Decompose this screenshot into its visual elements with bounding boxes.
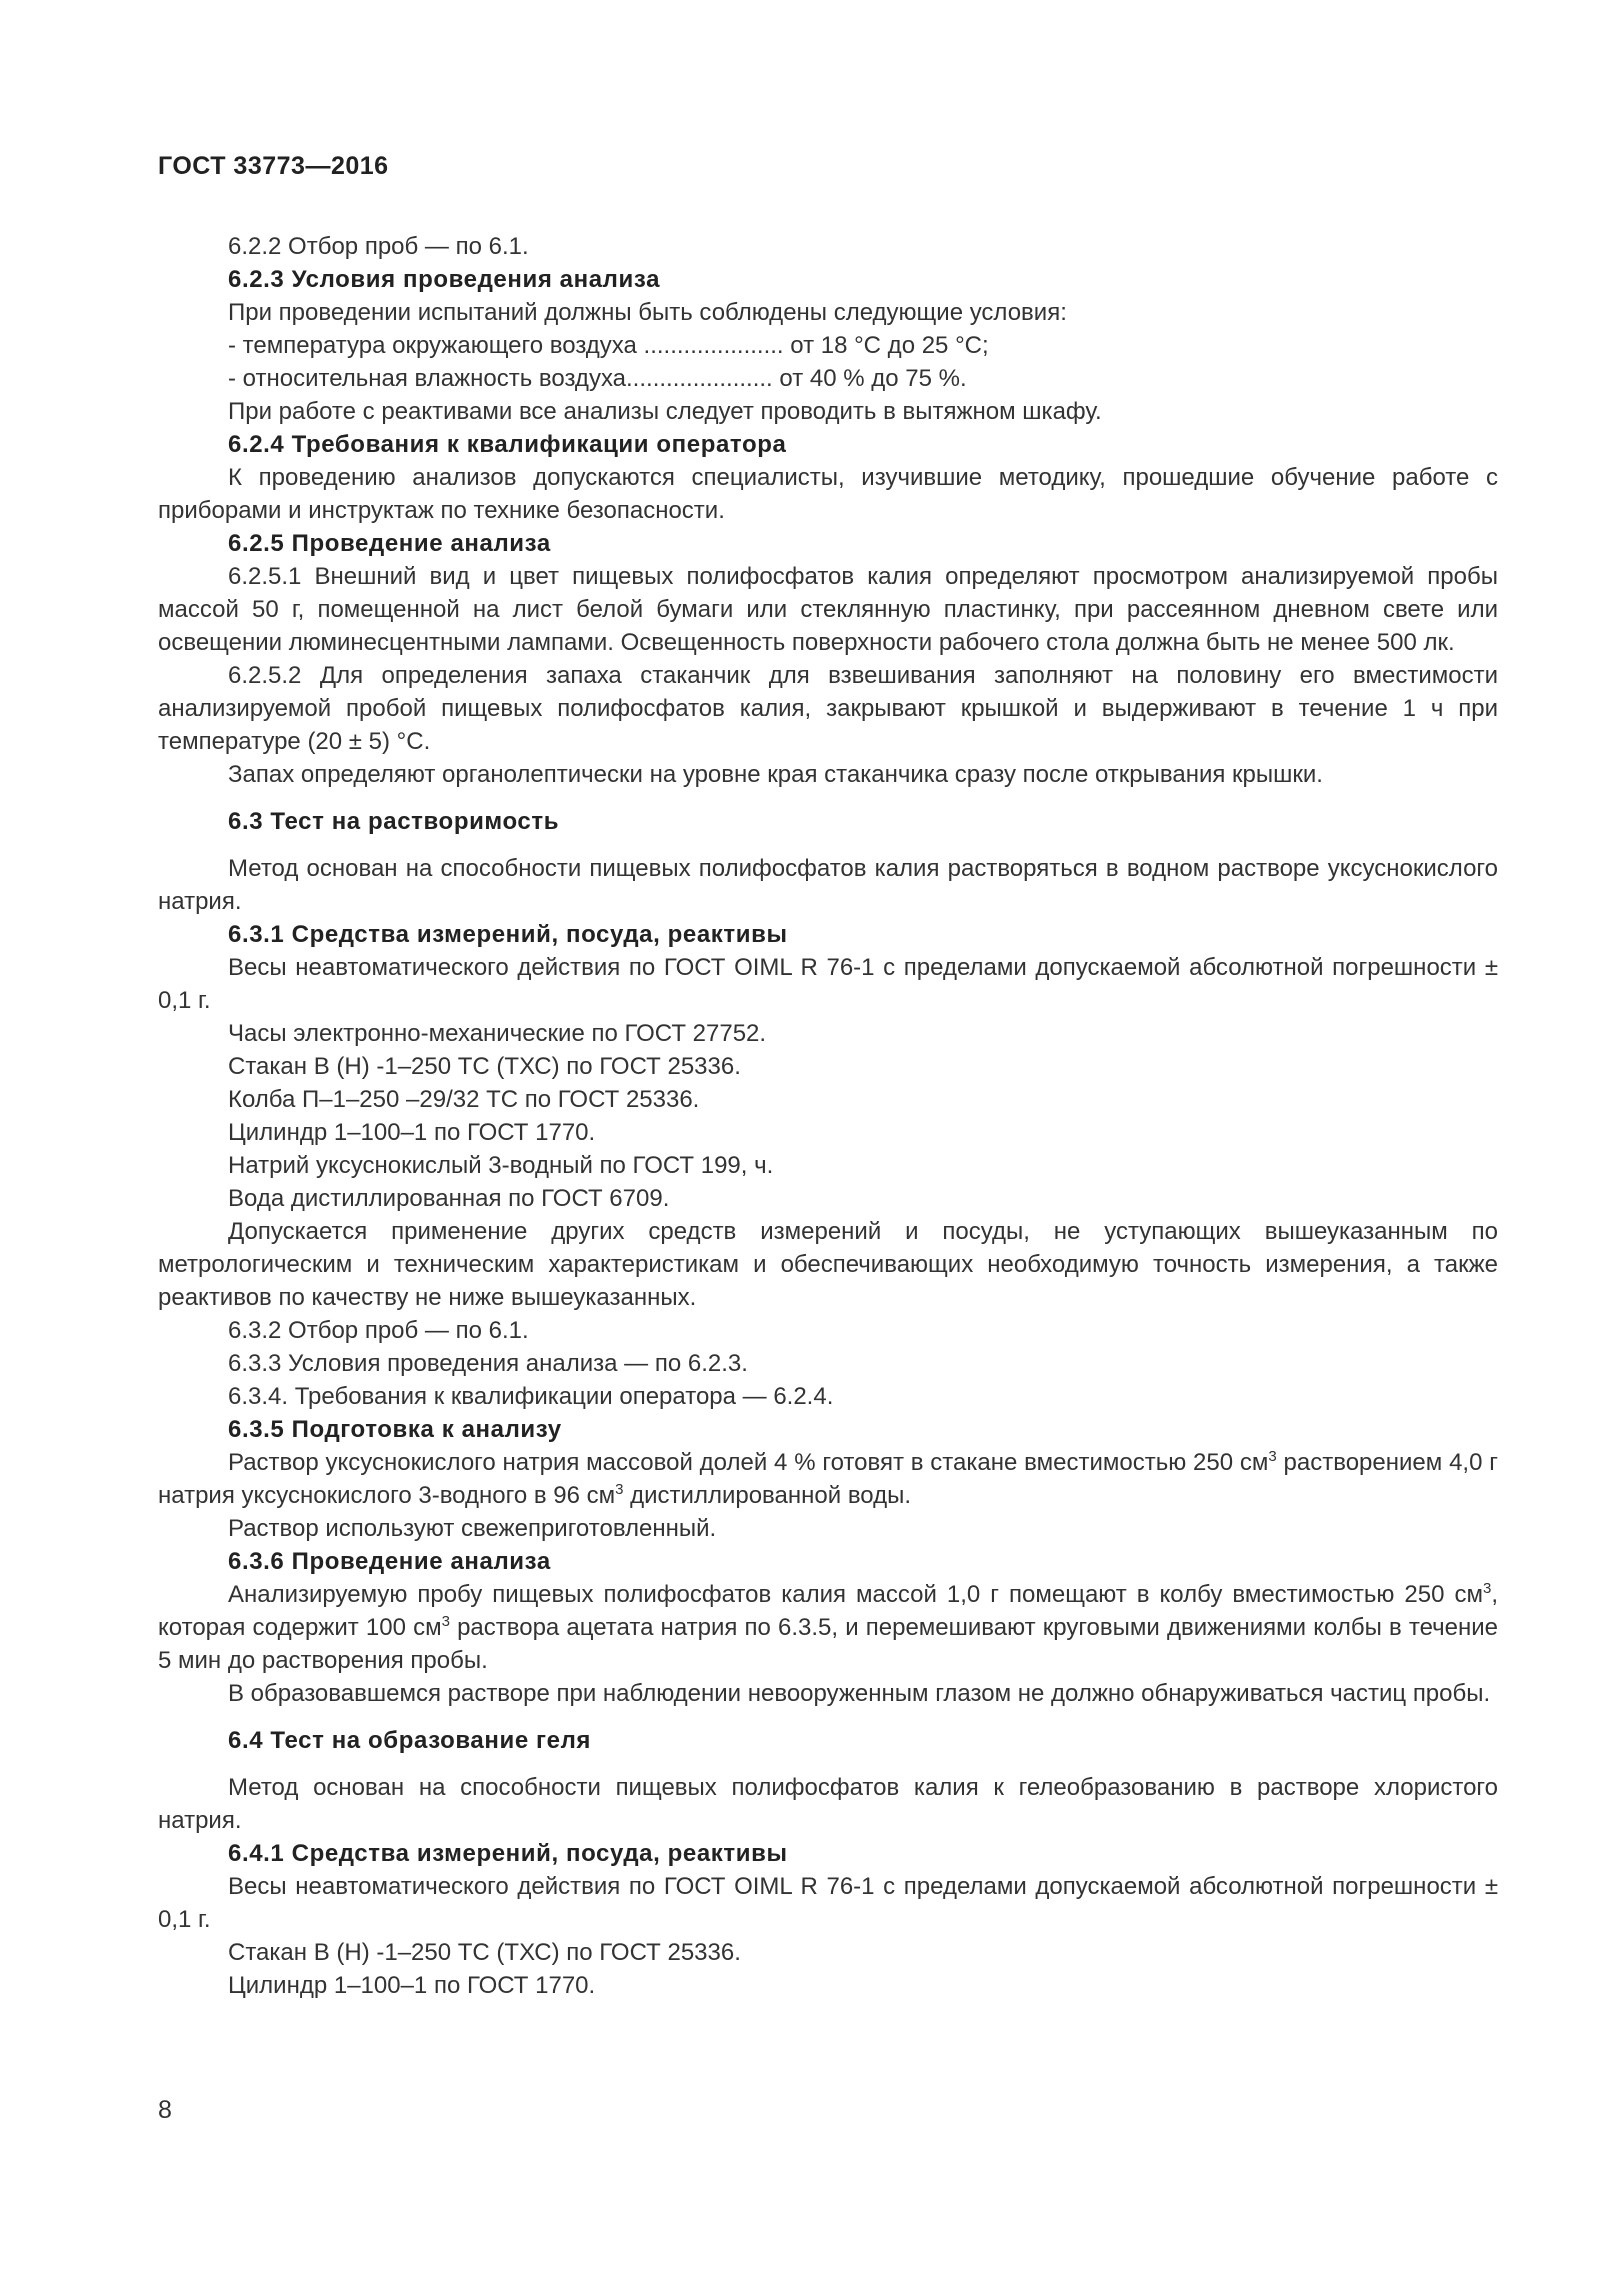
document-body xyxy=(158,230,1498,2002)
body-paragraph: Весы неавтоматического действия по ГОСТ OIML R 76-1 с пределами допускаемой абсолютной погрешности ± 0,1 г. xyxy=(158,1873,1498,1933)
subsection-heading: 6.3.6 Проведение анализа xyxy=(228,1548,551,1575)
page-number: 8 xyxy=(158,2096,172,2124)
subsection-heading: 6.2.4 Требования к квалификации оператора xyxy=(228,431,787,458)
body-paragraph: Стакан В (Н) -1–250 ТС (ТХС) по ГОСТ 25336. xyxy=(228,1939,741,1966)
body-paragraph: Метод основан на способности пищевых полифосфатов калия к гелеобразованию в растворе хлористого натрия. xyxy=(158,1774,1498,1834)
body-paragraph: Раствор используют свежеприготовленный. xyxy=(228,1515,717,1542)
body-paragraph: 6.3.4. Требования к квалификации оператора — 6.2.4. xyxy=(228,1383,834,1410)
document-header: ГОСТ 33773—2016 xyxy=(158,152,389,180)
body-paragraph: 6.2.5.2 Для определения запаха стаканчик для взвешивания заполняют на половину его вместимости анализируемой пробой пищевых полифосфатов калия, закрывают крышкой и выдерживают в течение 1 ч при температуре (20 ± 5) °С. xyxy=(158,662,1498,755)
body-paragraph: Натрий уксуснокислый 3-водный по ГОСТ 199, ч. xyxy=(228,1152,774,1179)
body-paragraph: 6.2.2 Отбор проб — по 6.1. xyxy=(228,233,529,260)
body-paragraph: Колба П–1–250 –29/32 ТС по ГОСТ 25336. xyxy=(228,1086,700,1113)
body-paragraph: Допускается применение других средств измерений и посуды, не уступающих вышеуказанным по метрологическим и техническим характеристикам и обеспечивающих необходимую точность измерения, а также реактивов по качеству не ниже вышеуказанных. xyxy=(158,1218,1498,1311)
body-paragraph: Метод основан на способности пищевых полифосфатов калия растворяться в водном растворе уксуснокислого натрия. xyxy=(158,855,1498,915)
body-paragraph: Цилиндр 1–100–1 по ГОСТ 1770. xyxy=(228,1972,596,1999)
section-heading: 6.3 Тест на растворимость xyxy=(228,808,560,835)
body-paragraph: При проведении испытаний должны быть соблюдены следующие условия: xyxy=(228,299,1067,326)
body-paragraph: Часы электронно-механические по ГОСТ 27752. xyxy=(228,1020,767,1047)
body-paragraph: Вода дистиллированная по ГОСТ 6709. xyxy=(228,1185,670,1212)
section-heading: 6.4 Тест на образование геля xyxy=(228,1727,592,1754)
body-paragraph: Запах определяют органолептически на уровне края стаканчика сразу после открывания крышки. xyxy=(228,761,1323,788)
subsection-heading: 6.2.3 Условия проведения анализа xyxy=(228,266,661,293)
body-paragraph: - относительная влажность воздуха...................... от 40 % до 75 %. xyxy=(228,365,967,392)
body-paragraph: Весы неавтоматического действия по ГОСТ OIML R 76-1 с пределами допускаемой абсолютной погрешности ± 0,1 г. xyxy=(158,954,1498,1014)
body-paragraph: 6.3.2 Отбор проб — по 6.1. xyxy=(228,1317,529,1344)
body-paragraph: - температура окружающего воздуха ..................... от 18 °С до 25 °С; xyxy=(228,332,989,359)
body-paragraph: 6.2.5.1 Внешний вид и цвет пищевых полифосфатов калия определяют просмотром анализируемой пробы массой 50 г, помещенной на лист белой бумаги или стеклянную пластинку, при рассеянном дневном свете или освещении люминесцентными лампами. Освещенность поверхности рабочего стола должна быть не менее 500 лк. xyxy=(158,563,1498,656)
subsection-heading: 6.2.5 Проведение анализа xyxy=(228,530,551,557)
body-paragraph: Раствор уксуснокислого натрия массовой долей 4 % готовят в стакане вместимостью 250 $см^3$ растворением 4,0 г натрия уксуснокислого 3-водного в 96 $см^3$ дистиллированной воды. xyxy=(158,1448,1498,1509)
subsection-heading: 6.3.1 Средства измерений, посуда, реактивы xyxy=(228,921,788,948)
subsection-heading: 6.3.5 Подготовка к анализу xyxy=(228,1416,562,1443)
body-paragraph: Цилиндр 1–100–1 по ГОСТ 1770. xyxy=(228,1119,596,1146)
body-paragraph: Анализируемую пробу пищевых полифосфатов калия массой 1,0 г помещают в колбу вместимостью 250 $см^3$, которая содержит 100 $см^3$ раствора ацетата натрия по 6.3.5, и перемешивают круговыми движениями колбы в течение 5 мин до растворения пробы. xyxy=(158,1580,1498,1674)
body-paragraph: В образовавшемся растворе при наблюдении невооруженным глазом не должно обнаруживаться частиц пробы. xyxy=(228,1680,1491,1707)
body-paragraph: Стакан В (Н) -1–250 ТС (ТХС) по ГОСТ 25336. xyxy=(228,1053,741,1080)
body-paragraph: При работе с реактивами все анализы следует проводить в вытяжном шкафу. xyxy=(228,398,1102,425)
body-paragraph: 6.3.3 Условия проведения анализа — по 6.2.3. xyxy=(228,1350,748,1377)
body-paragraph: К проведению анализов допускаются специалисты, изучившие методику, прошедшие обучение работе с приборами и инструктаж по технике безопасности. xyxy=(158,464,1498,524)
subsection-heading: 6.4.1 Средства измерений, посуда, реактивы xyxy=(228,1840,788,1867)
